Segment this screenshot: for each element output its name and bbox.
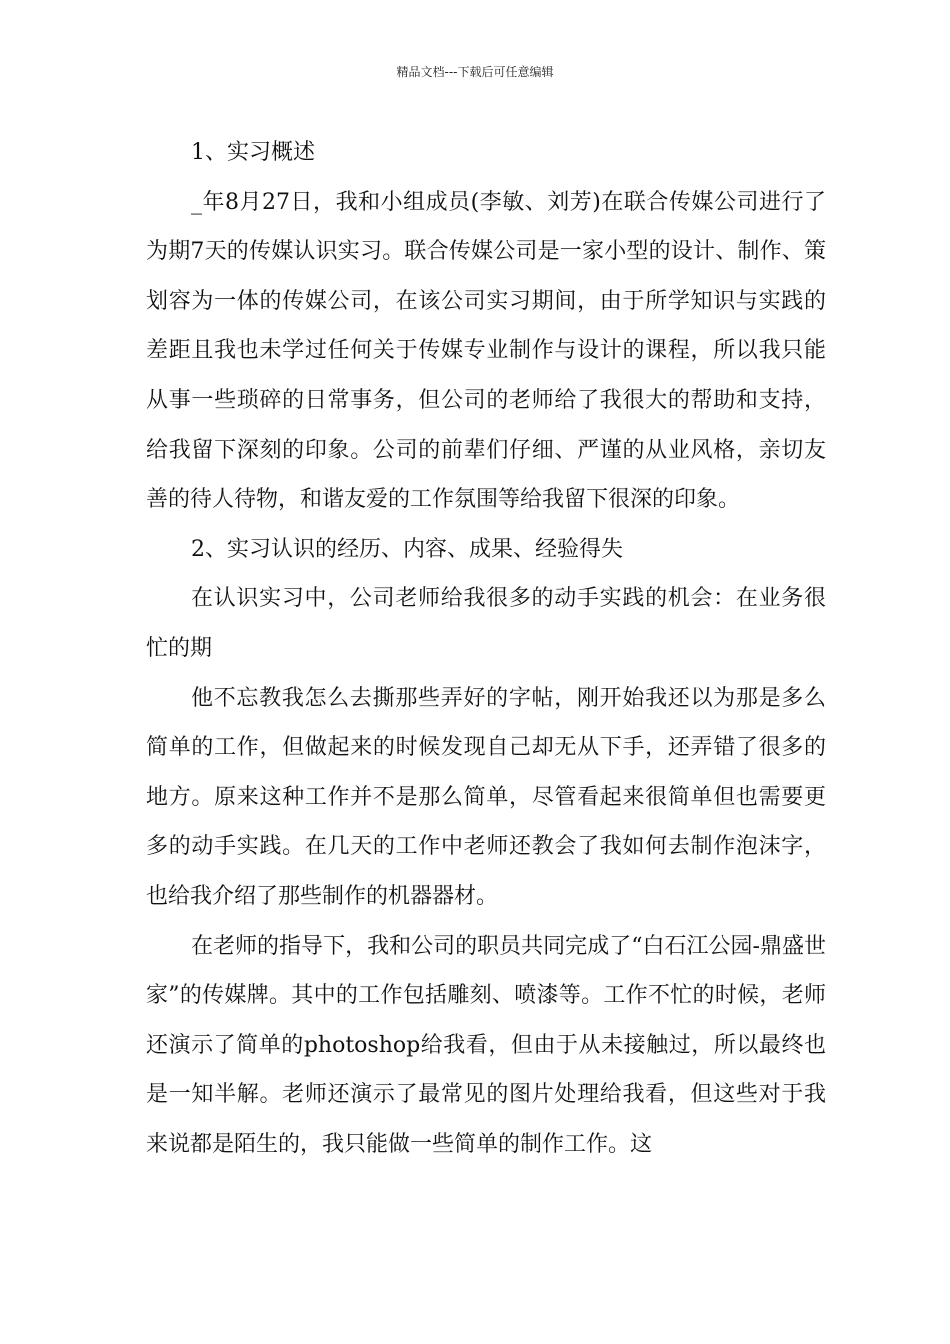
paragraph-project: 在老师的指导下，我和公司的职员共同完成了“白石江公园-鼎盛世家”的传媒牌。其中的工作包括雕刻、喷漆等。工作不忙的时候，老师还演示了简单的photoshop给我看，但由于从未接触过，所以最终也是一知半解。老师还演示了最常见的图片处理给我看，但这些对于我来说都是陌生的，我只能做一些简单的制作工作。这 — [146, 933, 826, 1157]
paragraph-opportunity: 在认识实习中，公司老师给我很多的动手实践的机会：在业务很忙的期 — [146, 586, 826, 661]
document-body — [146, 128, 826, 1169]
section-heading-overview: 1、实习概述 — [191, 140, 315, 165]
page-header: 精品文档---下载后可任意编辑 — [396, 65, 554, 79]
paragraph-practice: 他不忘教我怎么去撕那些弄好的字帖，刚开始我还以为那是多么简单的工作，但做起来的时候发现自己却无从下手，还弄错了很多的地方。原来这种工作并不是那么简单，尽管看起来很简单但也需要更多的动手实践。在几天的工作中老师还教会了我如何去制作泡沫字，也给我介绍了那些制作的机器器材。 — [146, 685, 826, 909]
paragraph-overview: _年8月27日，我和小组成员(李敏、刘芳)在联合传媒公司进行了为期7天的传媒认识实习。联合传媒公司是一家小型的设计、制作、策划容为一体的传媒公司，在该公司实习期间，由于所学知识与实践的差距且我也未学过任何关于传媒专业制作与设计的课程，所以我只能从事一些琐碎的日常事务，但公司的老师给了我很大的帮助和支持，给我留下深刻的印象。公司的前辈们仔细、严谨的从业风格，亲切友善的待人待物，和谐友爱的工作氛围等给我留下很深的印象。 — [146, 189, 826, 513]
section-heading-experience: 2、实习认识的经历、内容、成果、经验得失 — [191, 536, 623, 562]
